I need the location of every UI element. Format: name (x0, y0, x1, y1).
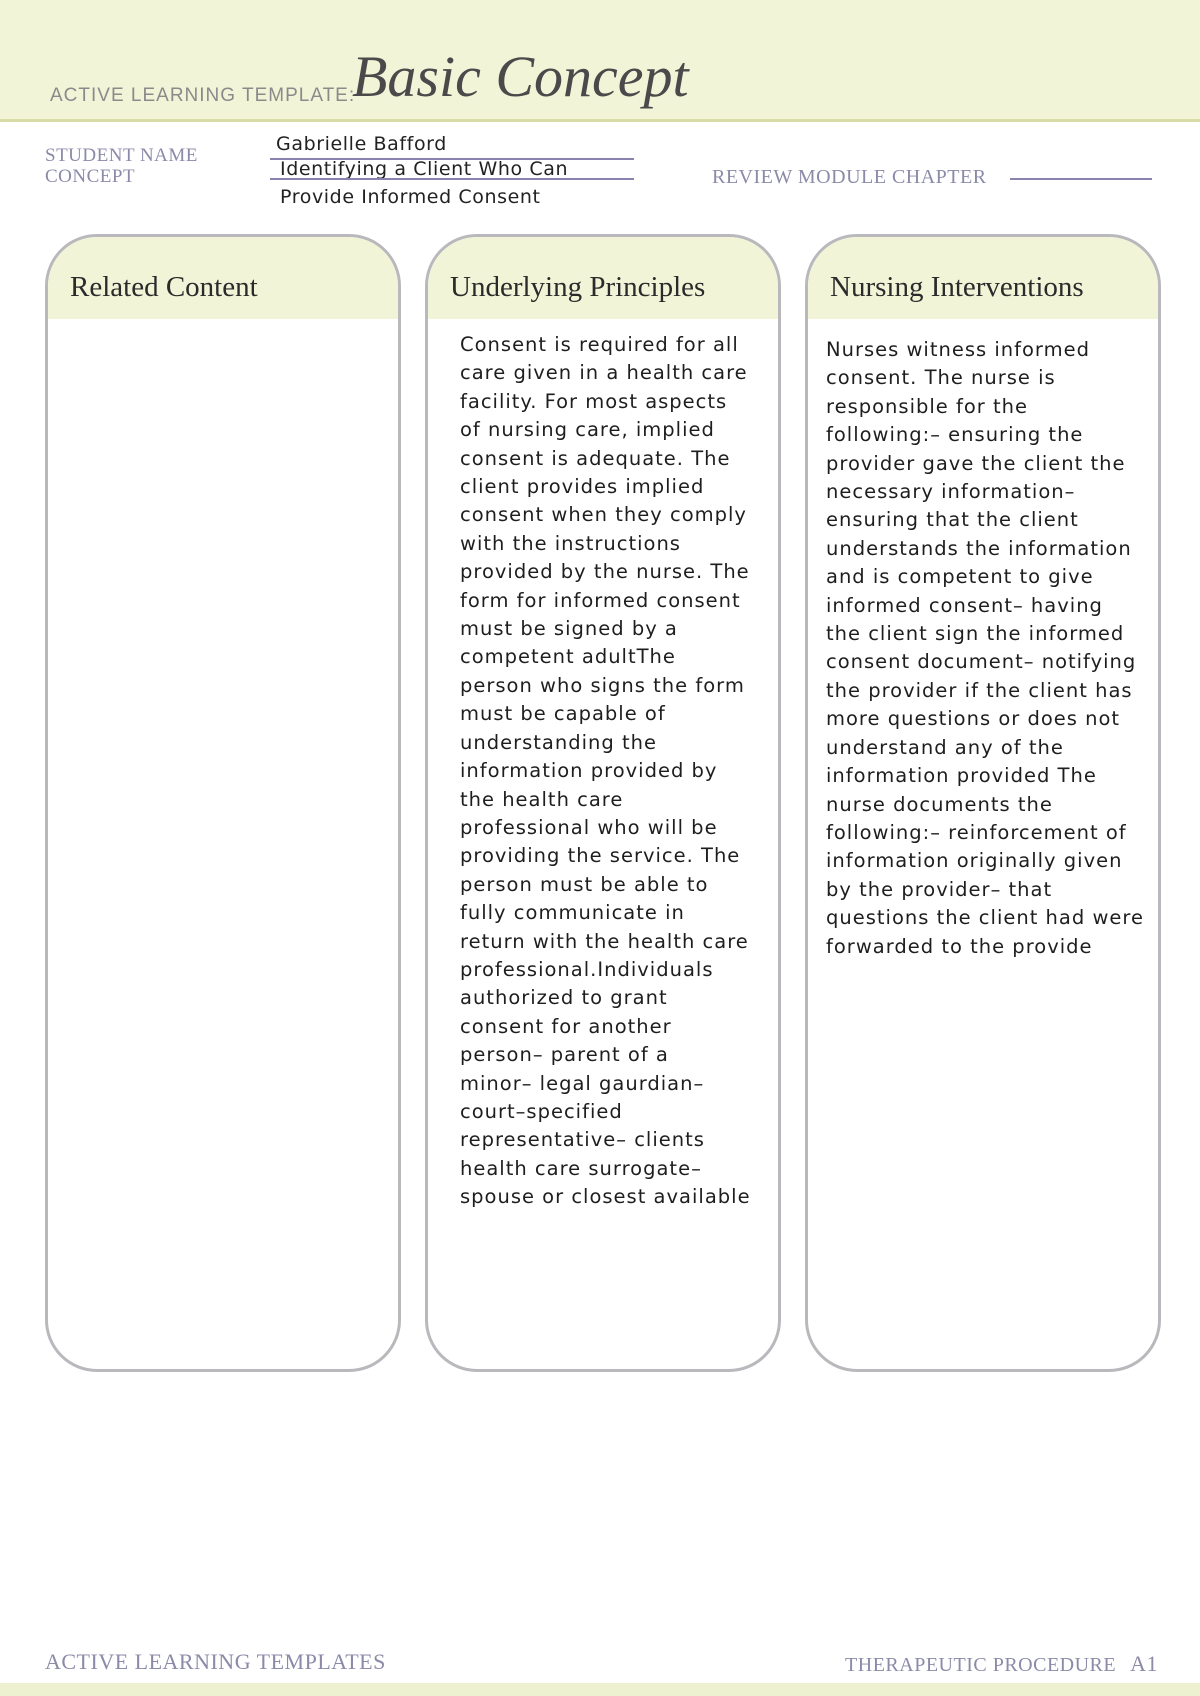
nursing-interventions-heading: Nursing Interventions (808, 237, 1158, 319)
template-prefix: ACTIVE LEARNING TEMPLATE: (50, 85, 356, 106)
underlying-principles-card (425, 234, 781, 1372)
footer-left: ACTIVE LEARNING TEMPLATES (45, 1649, 386, 1674)
template-title: Basic Concept (352, 44, 689, 109)
student-name-value[interactable]: Gabrielle Bafford (276, 133, 447, 155)
footer-category: THERAPEUTIC PROCEDURE (845, 1654, 1117, 1676)
underlying-principles-heading: Underlying Principles (428, 237, 778, 319)
student-name-label: STUDENT NAME (45, 145, 198, 166)
related-content-heading: Related Content (48, 237, 398, 319)
concept-value-line2[interactable]: Provide Informed Consent (280, 186, 541, 208)
review-module-chapter-label: REVIEW MODULE CHAPTER (712, 166, 987, 188)
review-module-chapter-underline[interactable] (1010, 178, 1152, 180)
underlying-principles-body[interactable]: Consent is required for all care given in a health care facility. For most aspects of nursing care, implied consent is adequate. The client provides implied consent when they comply with the instructions provided by the nurse. The form for informed consent must be signed by a competent adultThe person who signs the form must be capable of understanding the information provided by the health care professional who will be providing the service. The person must be able to fully communicate in return with the health care professional.Individuals authorized to grant consent for another person– parent of a minor– legal gaurdian– court–specified representative– clients health care surrogate– spouse or closest available (460, 333, 751, 1209)
concept-label: CONCEPT (45, 166, 136, 187)
nursing-interventions-card (805, 234, 1161, 1372)
footer-code: A1 (1130, 1651, 1158, 1676)
concept-value-line1[interactable]: Identifying a Client Who Can (280, 158, 569, 180)
concept-underline (270, 178, 634, 180)
nursing-interventions-body[interactable]: Nurses witness informed consent. The nurse is responsible for the following:– ensuring the provider gave the client the necessary information– ensuring that the client understands the information and is competent to give informed consent– having the client sign the informed consent document– notifying the provider if the client has more questions or does not understand any of the information provided The nurse documents the following:– reinforcement of information originally given by the provider– that questions the client had were forwarded to the provide (826, 338, 1144, 958)
footer-right (845, 1651, 1158, 1677)
related-content-card (45, 234, 401, 1372)
footer-band (0, 1683, 1200, 1696)
